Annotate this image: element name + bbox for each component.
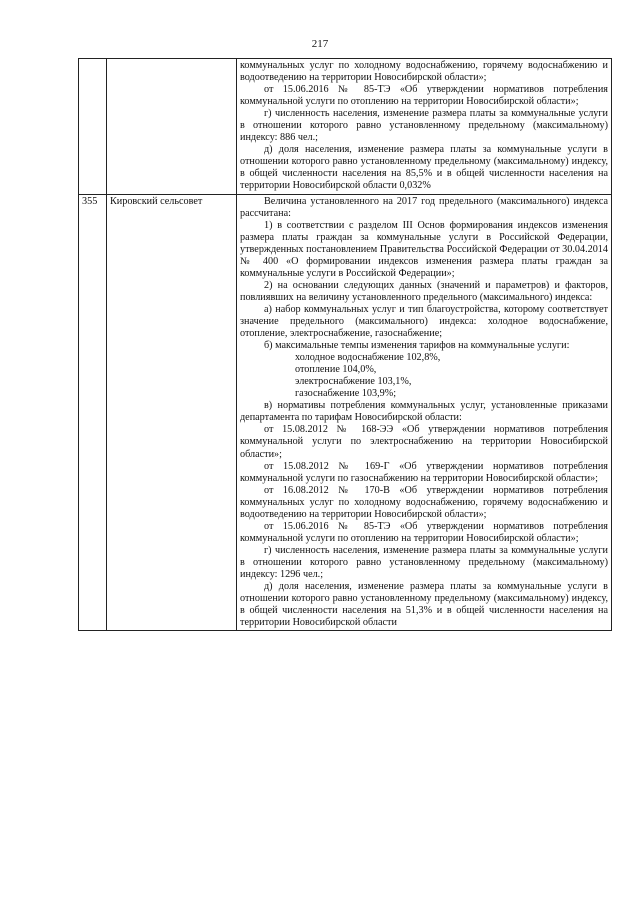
paragraph: отопление 104,0%, [295,364,377,376]
paragraph: а) набор коммунальных услуг и тип благоустройства, которому соответствует значение предельного (максимального) индекса: холодное водоснабжение, отопление, электроснабжение, газоснабжение; [240,303,608,340]
row-content [237,194,612,631]
row-number: 355 [79,194,107,631]
paragraph: от 15.06.2016 № 85-ТЭ «Об утверждении нормативов потребления коммунальной услуги по отоплению на территории Новосибирской области»; [240,520,608,544]
row-number [79,59,107,195]
table-row [79,59,612,195]
paragraph: от 15.08.2012 № 168-ЭЭ «Об утверждении нормативов потребления коммунальной услуги по электроснабжению на территории Новосибирской области»; [240,424,608,460]
paragraph: от 16.08.2012 № 170-В «Об утверждении нормативов потребления коммунальных услуг по холодному водоснабжению, горячему водоснабжению и водоотведению на территории Новосибирской области»; [240,484,608,520]
paragraph: от 15.08.2012 № 169-Г «Об утверждении нормативов потребления коммунальной услуги по газоснабжению на территории Новосибирской области»; [240,460,608,484]
paragraph: коммунальных услуг по холодному водоснабжению, горячему водоснабжению и водоотведению на территории Новосибирской области»; [240,60,608,84]
municipality-name [107,59,237,195]
paragraph: б) максимальные темпы изменения тарифов на коммунальные услуги: [264,340,570,352]
paragraph: электроснабжение 103,1%, [295,376,412,388]
paragraph: от 15.06.2016 № 85-ТЭ «Об утверждении нормативов потребления коммунальной услуги по отоплению на территории Новосибирской области»; [240,84,608,108]
paragraph: газоснабжение 103,9%; [295,388,397,400]
paragraph: Величина установленного на 2017 год предельного (максимального) индекса рассчитана: [240,195,608,219]
paragraph: 2) на основании следующих данных (значений и параметров) и факторов, повлиявших на величину установленного предельного (максимального) индекса: [240,279,608,303]
table-row [79,194,612,631]
paragraph: в) нормативы потребления коммунальных услуг, установленные приказами департамента по тарифам Новосибирской области: [240,400,608,424]
document-table [78,58,612,631]
paragraph: г) численность населения, изменение размера платы за коммунальные услуги в отношении которого равно установленному предельному (максимальному) индексу: 886 чел.; [240,108,608,144]
page-number: 217 [311,38,329,50]
paragraph: д) доля населения, изменение размера платы за коммунальные услуги в отношении которого равно установленному предельному (максимальному) индексу, в общей численности населения на 85,5% и в общей численности населения на территории Новосибирской области 0,032% [240,144,608,192]
paragraph: д) доля населения, изменение размера платы за коммунальные услуги в отношении которого равно установленному предельному (максимальному) индексу, в общей численности населения на 51,3% и в общей численности населения на территории Новосибирской области [240,581,608,629]
row-content [237,59,612,195]
paragraph: г) численность населения, изменение размера платы за коммунальные услуги в отношении которого равно установленному предельному (максимальному) индексу: 1296 чел.; [240,544,608,580]
paragraph: холодное водоснабжение 102,8%, [295,352,441,364]
paragraph: 1) в соответствии с разделом III Основ формирования индексов изменения размера платы граждан за коммунальные услуги в Российской Федерации, утвержденных постановлением Правительства Российской Федерации от 30.04.2014 № 400 «О формировании индексов изменения размера платы граждан за коммунальные услуги в Российской Федерации»; [240,219,608,279]
municipality-name: Кировский сельсовет [107,194,237,631]
